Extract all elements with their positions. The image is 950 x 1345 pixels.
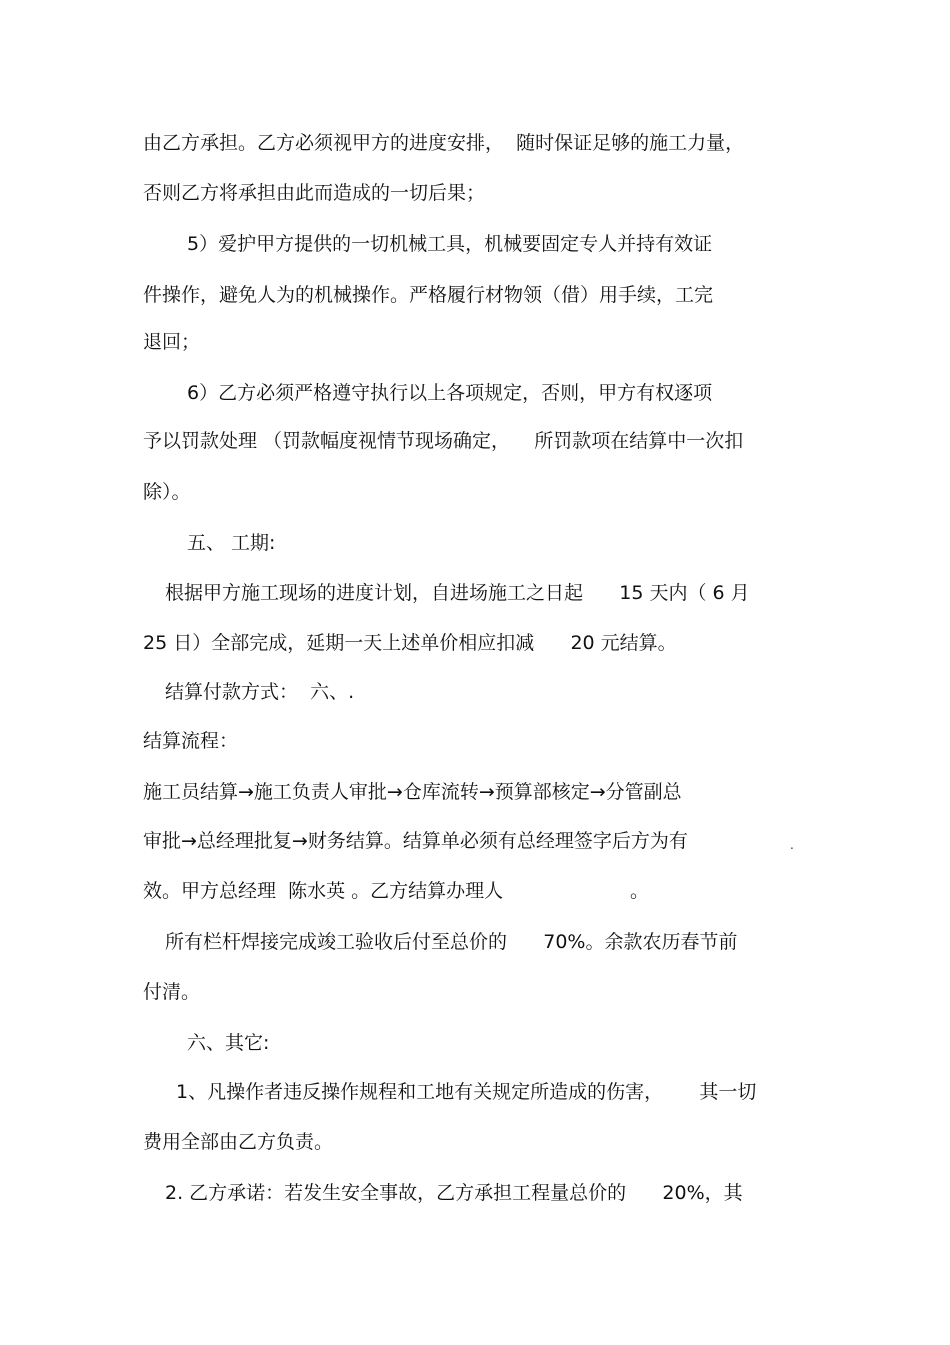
- text-line: 审批→总经理批复→财务结算。结算单必须有总经理签字后方为有: [143, 830, 688, 852]
- text-line: 退回；: [143, 331, 201, 353]
- text-line: 6）乙方必须严格遵守执行以上各项规定，否则，甲方有权逐项: [187, 382, 713, 404]
- text-line: 5）爱护甲方提供的一切机械工具，机械要固定专人并持有效证: [187, 233, 713, 255]
- text-line: 付清。: [143, 981, 201, 1003]
- text-line: 由乙方承担。乙方必须视甲方的进度安排， 随时保证足够的施工力量，: [143, 132, 745, 154]
- text-line: 件操作，避免人为的机械操作。严格履行材物领（借）用手续，工完: [143, 284, 714, 306]
- text-line: 施工员结算→施工负责人审批→仓库流转→预算部核定→分管副总: [143, 781, 682, 803]
- text-line: 除）。: [143, 481, 191, 503]
- stray-mark: .: [790, 838, 794, 852]
- text-line: 25 日）全部完成，延期一天上述单价相应扣减 20 元结算。: [143, 632, 677, 654]
- text-line: 费用全部由乙方负责。: [143, 1131, 334, 1153]
- text-line: 1、凡操作者违反操作规程和工地有关规定所造成的伤害， 其一切: [176, 1081, 757, 1103]
- text-line: 结算流程：: [143, 730, 239, 752]
- text-line: 结算付款方式： 六、.: [165, 681, 355, 703]
- section-heading: 六、其它:: [187, 1032, 270, 1054]
- text-line: 予以罚款处理 （罚款幅度视情节现场确定， 所罚款项在结算中一次扣: [143, 430, 744, 452]
- text-line: 效。甲方总经理 陈水英 。乙方结算办理人 。: [143, 880, 649, 902]
- text-line: 否则乙方将承担由此而造成的一切后果；: [143, 182, 486, 204]
- text-line: 2. 乙方承诺：若发生安全事故，乙方承担工程量总价的 20%，其: [165, 1182, 743, 1204]
- text-line: 所有栏杆焊接完成竣工验收后付至总价的 70%。余款农历春节前: [165, 931, 738, 953]
- text-line: 根据甲方施工现场的进度计划，自进场施工之日起 15 天内（ 6 月: [165, 582, 750, 604]
- section-heading: 五、 工期:: [187, 532, 276, 554]
